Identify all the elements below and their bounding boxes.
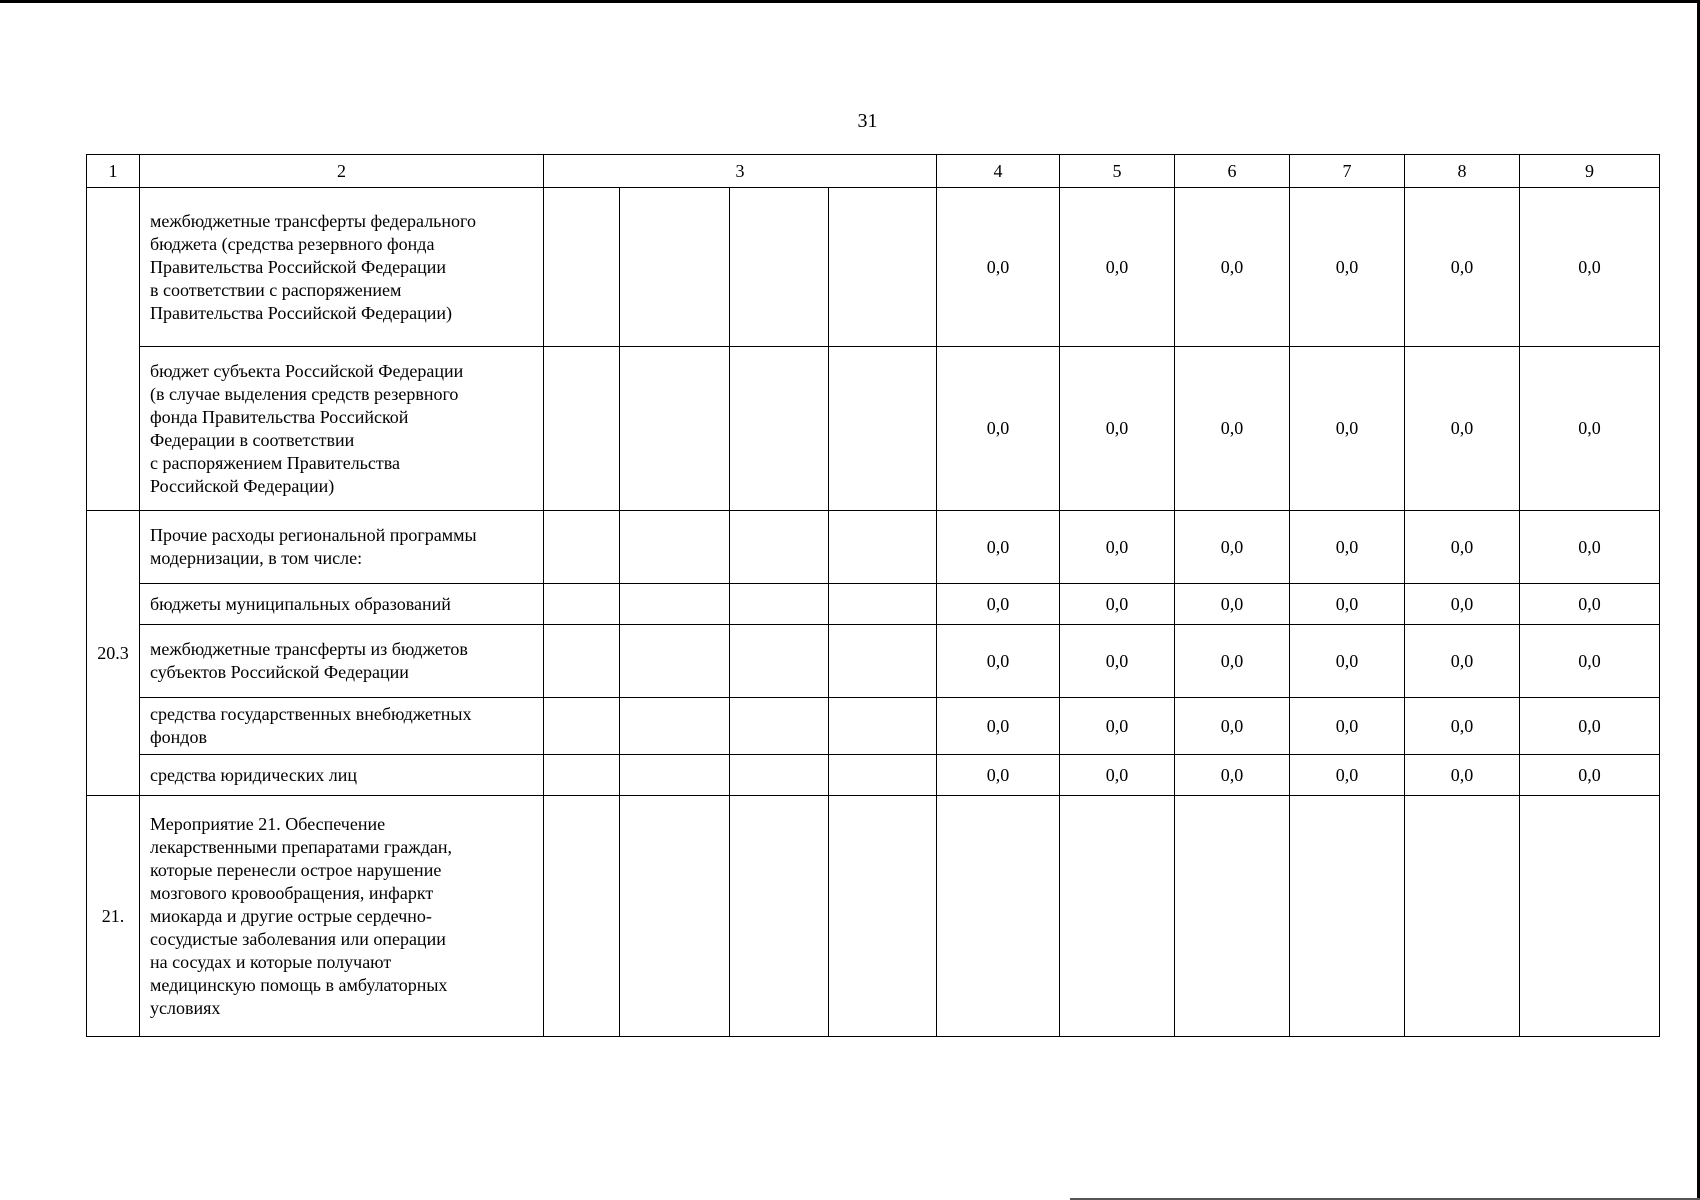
col3-subcell <box>730 796 829 1037</box>
col3-subcell <box>620 625 730 698</box>
header-col-4: 4 <box>937 155 1060 188</box>
value-col-5: 0,0 <box>1060 755 1175 796</box>
table-row <box>87 796 1660 1037</box>
value-col-9 <box>1520 796 1660 1037</box>
value-col-9: 0,0 <box>1520 511 1660 584</box>
row-description: средства юридических лиц <box>140 755 544 796</box>
value-col-7 <box>1290 796 1405 1037</box>
header-col-8: 8 <box>1405 155 1520 188</box>
value-col-8: 0,0 <box>1405 698 1520 755</box>
value-col-9: 0,0 <box>1520 698 1660 755</box>
value-col-4: 0,0 <box>937 584 1060 625</box>
value-col-9: 0,0 <box>1520 755 1660 796</box>
row-description: средства государственных внебюджетных фондов <box>140 698 544 755</box>
value-col-5: 0,0 <box>1060 188 1175 347</box>
header-col-7: 7 <box>1290 155 1405 188</box>
col3-subcell <box>829 755 937 796</box>
col3-subcell <box>544 347 620 511</box>
header-col-9: 9 <box>1520 155 1660 188</box>
value-col-4: 0,0 <box>937 511 1060 584</box>
scan-edge-top <box>0 0 1700 3</box>
header-col-5: 5 <box>1060 155 1175 188</box>
col3-subcell <box>620 511 730 584</box>
value-col-4 <box>937 796 1060 1037</box>
table-row <box>87 188 1660 347</box>
col3-subcell <box>544 188 620 347</box>
col3-subcell <box>544 511 620 584</box>
col3-subcell <box>730 755 829 796</box>
col3-subcell <box>620 188 730 347</box>
col3-subcell <box>620 755 730 796</box>
col3-subcell <box>829 584 937 625</box>
row-description: межбюджетные трансферты из бюджетов субъектов Российской Федерации <box>140 625 544 698</box>
value-col-7: 0,0 <box>1290 698 1405 755</box>
col3-subcell <box>730 698 829 755</box>
value-col-6: 0,0 <box>1175 698 1290 755</box>
col3-subcell <box>829 347 937 511</box>
table-row <box>87 511 1660 584</box>
value-col-9: 0,0 <box>1520 625 1660 698</box>
value-col-9: 0,0 <box>1520 188 1660 347</box>
col3-subcell <box>730 511 829 584</box>
col3-subcell <box>544 625 620 698</box>
value-col-5: 0,0 <box>1060 698 1175 755</box>
col3-subcell <box>829 698 937 755</box>
col3-subcell <box>829 188 937 347</box>
value-col-7: 0,0 <box>1290 755 1405 796</box>
row-number-cell <box>87 188 140 511</box>
value-col-5: 0,0 <box>1060 625 1175 698</box>
value-col-7: 0,0 <box>1290 511 1405 584</box>
value-col-6: 0,0 <box>1175 347 1290 511</box>
value-col-4: 0,0 <box>937 755 1060 796</box>
value-col-8: 0,0 <box>1405 584 1520 625</box>
col3-subcell <box>544 584 620 625</box>
table-row <box>87 347 1660 511</box>
col3-subcell <box>620 347 730 511</box>
value-col-7: 0,0 <box>1290 625 1405 698</box>
col3-subcell <box>730 188 829 347</box>
row-description: Мероприятие 21. Обеспечение лекарственными препаратами граждан, которые перенесли острое нарушение мозгового кровообращения, инфаркт миокарда и другие острые сердечно- сосудистые заболевания или операции на сосудах и которые получают медицинскую помощь в амбулаторных условиях <box>140 796 544 1037</box>
value-col-5: 0,0 <box>1060 511 1175 584</box>
value-col-7: 0,0 <box>1290 188 1405 347</box>
value-col-5: 0,0 <box>1060 584 1175 625</box>
table-row <box>87 584 1660 625</box>
header-col-1: 1 <box>87 155 140 188</box>
value-col-8: 0,0 <box>1405 511 1520 584</box>
header-col-6: 6 <box>1175 155 1290 188</box>
table-row <box>87 755 1660 796</box>
value-col-6: 0,0 <box>1175 584 1290 625</box>
header-col-2: 2 <box>140 155 544 188</box>
col3-subcell <box>730 625 829 698</box>
budget-table <box>86 154 1660 1037</box>
value-col-6: 0,0 <box>1175 511 1290 584</box>
row-number-cell: 21. <box>87 796 140 1037</box>
value-col-4: 0,0 <box>937 347 1060 511</box>
header-col-3: 3 <box>544 155 937 188</box>
col3-subcell <box>544 796 620 1037</box>
value-col-8: 0,0 <box>1405 347 1520 511</box>
value-col-8 <box>1405 796 1520 1037</box>
col3-subcell <box>730 347 829 511</box>
value-col-6: 0,0 <box>1175 755 1290 796</box>
value-col-4: 0,0 <box>937 625 1060 698</box>
col3-subcell <box>829 796 937 1037</box>
value-col-8: 0,0 <box>1405 755 1520 796</box>
value-col-6: 0,0 <box>1175 188 1290 347</box>
value-col-7: 0,0 <box>1290 584 1405 625</box>
value-col-8: 0,0 <box>1405 625 1520 698</box>
col3-subcell <box>730 584 829 625</box>
value-col-9: 0,0 <box>1520 584 1660 625</box>
table-row <box>87 625 1660 698</box>
row-description: бюджет субъекта Российской Федерации (в случае выделения средств резервного фонда Правительства Российской Федерации в соответствии с распоряжением Правительства Российской Федерации) <box>140 347 544 511</box>
value-col-6 <box>1175 796 1290 1037</box>
row-number-cell: 20.3 <box>87 511 140 796</box>
value-col-8: 0,0 <box>1405 188 1520 347</box>
col3-subcell <box>620 698 730 755</box>
page-number: 31 <box>857 110 878 132</box>
value-col-9: 0,0 <box>1520 347 1660 511</box>
value-col-5 <box>1060 796 1175 1037</box>
col3-subcell <box>544 698 620 755</box>
value-col-7: 0,0 <box>1290 347 1405 511</box>
row-description: межбюджетные трансферты федерального бюджета (средства резервного фонда Правительства Российской Федерации в соответствии с распоряжением Правительства Российской Федерации) <box>140 188 544 347</box>
table-row <box>87 698 1660 755</box>
row-description: бюджеты муниципальных образований <box>140 584 544 625</box>
value-col-4: 0,0 <box>937 698 1060 755</box>
header-row <box>87 155 1660 188</box>
value-col-5: 0,0 <box>1060 347 1175 511</box>
col3-subcell <box>620 796 730 1037</box>
row-description: Прочие расходы региональной программы модернизации, в том числе: <box>140 511 544 584</box>
col3-subcell <box>544 755 620 796</box>
value-col-4: 0,0 <box>937 188 1060 347</box>
value-col-6: 0,0 <box>1175 625 1290 698</box>
col3-subcell <box>829 625 937 698</box>
col3-subcell <box>829 511 937 584</box>
col3-subcell <box>620 584 730 625</box>
